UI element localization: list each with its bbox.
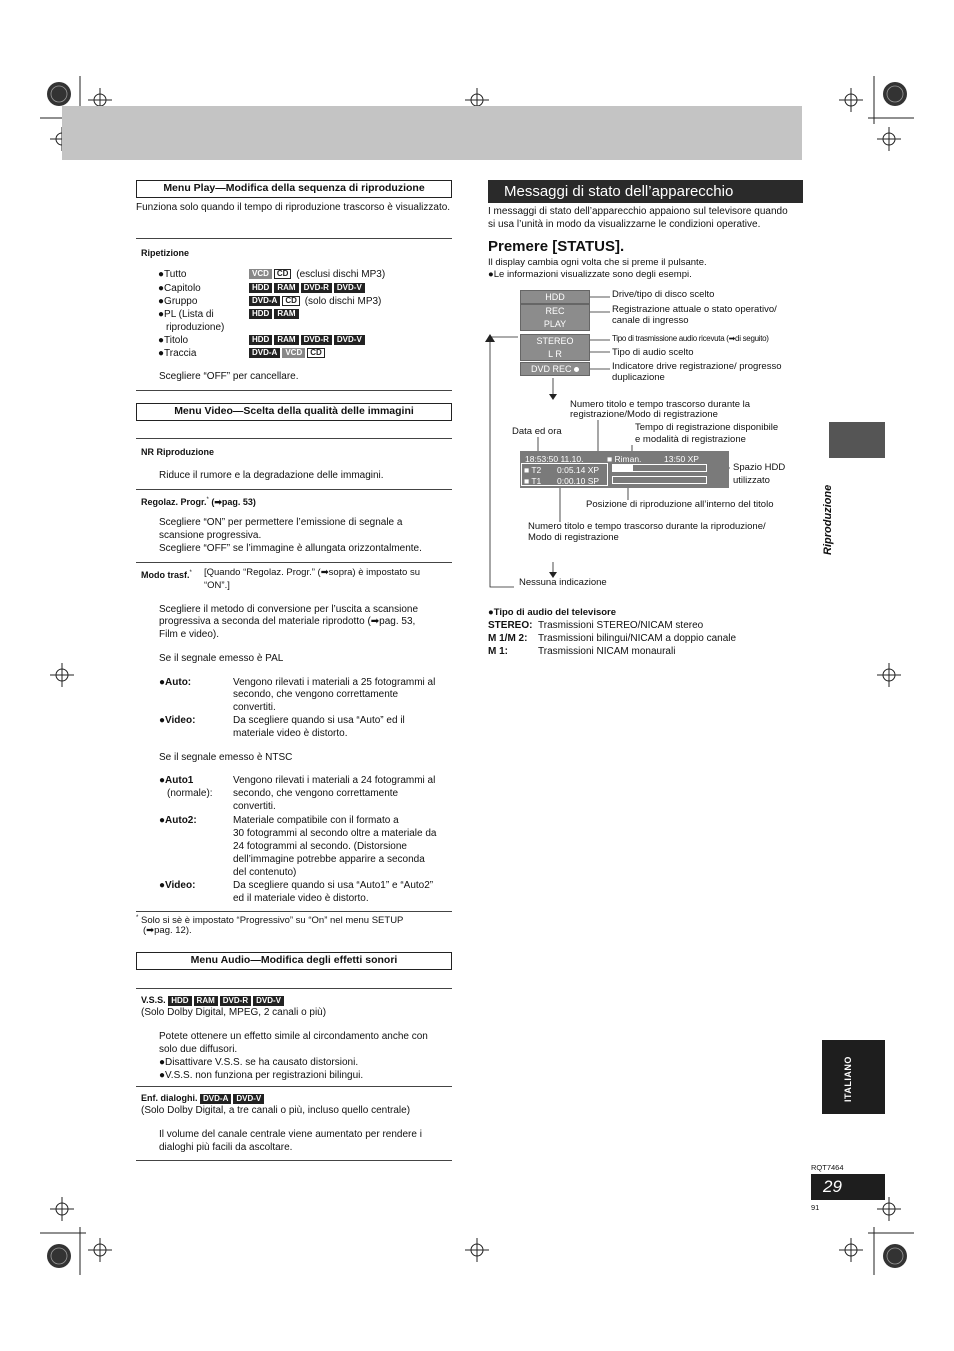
regolaz-line-3: Scegliere “OFF” se l’immagine è allungata orizzontalmente. (159, 543, 422, 554)
rep-off-note: Scegliere “OFF” per cancellare. (159, 371, 299, 382)
vss-line-1: Potete ottenere un effetto simile al circondamento anche con (159, 1031, 428, 1042)
label-tempo-1: Tempo di registrazione disponibile (635, 422, 779, 433)
modo-line-2: progressiva a seconda del materiale riprodotto (➡pag. 53, (159, 616, 416, 627)
modo-heading: Modo trasf.* (141, 570, 192, 580)
rep-item-pl-2: riproduzione) (166, 322, 225, 333)
screen-t2: ■ T2 (524, 465, 542, 475)
auto-line-1: Vengono rilevati i materiali a 25 fotogrammi al (233, 677, 436, 688)
tv-audio-key-stereo: STEREO: (488, 620, 533, 631)
auto2-label: ●Auto2: (159, 815, 197, 826)
vss-sub: (Solo Dolby Digital, MPEG, 2 canali o più) (141, 1007, 327, 1018)
label-tempo-2: e modalità di registrazione (635, 434, 746, 445)
vss-line-4: ●V.S.S. non funziona per registrazioni bilingui. (159, 1070, 364, 1081)
modo-line-1: Scegliere il metodo di conversione per l’uscita a scansione (159, 604, 419, 615)
label-ind-2: duplicazione (612, 372, 665, 383)
label-data-ora: Data ed ora (512, 426, 562, 437)
label-tipo-audio: Tipo di audio scelto (612, 347, 694, 358)
label-posizione: Posizione di riproduzione all’interno del titolo (586, 499, 774, 510)
disc-tags-tutto: VCD CD (esclusi dischi MP3) (249, 269, 385, 282)
screen-riman-time: 13:50 XP (664, 454, 699, 464)
display-play: PLAY (543, 319, 567, 329)
footnote-line-1: * Solo si sè è impostato “Progressivo” su “On” nel menu SETUP (136, 915, 404, 927)
disc-tags-capitolo: HDD RAM DVD-R DVD-V (249, 283, 367, 296)
regolaz-line-1: Scegliere “ON” per permettere l’emissione di segnale a (159, 517, 403, 528)
label-tipo-tx: Tipo di trasmissione audio ricevuta (➡di seguito) (612, 334, 769, 343)
play-menu-title: Menu Play—Modifica della sequenza di riproduzione (136, 180, 452, 198)
auto-label: ●Auto: (159, 677, 192, 688)
page-number: 29 (811, 1174, 885, 1200)
auto2-line-4: dell’immagine potrebbe apparire a seconda (233, 854, 425, 865)
rep-item-titolo: ●Titolo (158, 335, 189, 346)
disc-tags-pl: HDD RAM (249, 309, 301, 322)
video2-line-1: Da scegliere quando si usa “Auto1” e “Auto2” (233, 880, 434, 891)
hdd-usage-fill (613, 465, 633, 471)
disc-tags-titolo: HDD RAM DVD-R DVD-V (249, 335, 367, 348)
small-page-number: 91 (811, 1203, 820, 1212)
intro-line-1: I messaggi di stato dell’apparecchio appaiono sul televisore quando (488, 206, 788, 217)
label-nessuna: Nessuna indicazione (519, 577, 607, 588)
label-spazio-1: Spazio HDD (733, 462, 786, 473)
rep-item-tutto: ●Tutto (158, 269, 187, 280)
disc-tags-traccia: DVD-A VCD CD (249, 348, 327, 361)
nr-heading: NR Riproduzione (141, 447, 214, 457)
auto2-line-3: 24 fotogrammi al secondo. (Distorsione (233, 841, 407, 852)
vss-line-3: ●Disattivare V.S.S. se ha causato distorsioni. (159, 1057, 359, 1068)
pal-heading: Se il segnale emesso è PAL (159, 653, 284, 664)
vss-heading: V.S.S. HDD RAM DVD-R DVD-V (141, 994, 286, 1007)
side-label-riproduzione: Riproduzione (822, 484, 834, 555)
video-line-2: materiale video è distorto. (233, 728, 348, 739)
model-code: RQT7464 (811, 1163, 844, 1172)
tv-audio-key-m1m2: M 1/M 2: (488, 633, 528, 644)
modo-condition-2: “ON”.] (204, 580, 230, 591)
language-tab (822, 1040, 885, 1114)
display-hdd: HDD (520, 290, 590, 304)
enf-line-2: dialoghi più facili da ascoltare. (159, 1142, 293, 1153)
rep-item-capitolo: ●Capitolo (158, 283, 201, 294)
tv-audio-val-stereo: Trasmissioni STEREO/NICAM stereo (538, 620, 704, 631)
language-label: ITALIANO (843, 1056, 853, 1102)
disc-tags-gruppo: DVD-A CD (solo dischi MP3) (249, 296, 381, 309)
display-lr: L R (548, 349, 562, 359)
auto1-line-3: convertiti. (233, 801, 276, 812)
video-menu-title: Menu Video—Scelta della qualità delle immagini (136, 403, 452, 421)
status-line-2: ●Le informazioni visualizzate sono degli esempi. (488, 269, 692, 280)
screen-datetime: 18:53:50 11.10. (525, 454, 584, 464)
side-tab-gray (829, 422, 885, 458)
section-title: Messaggi di stato dell’apparecchio (488, 180, 803, 203)
rep-item-gruppo: ●Gruppo (158, 296, 198, 307)
ripetizione-heading: Ripetizione (141, 248, 190, 258)
auto2-line-5: del contenuto) (233, 867, 297, 878)
nr-text: Riduce il rumore e la degradazione delle immagini. (159, 470, 384, 481)
screen-t1: ■ T1 (524, 476, 542, 486)
auto1-label: ●Auto1 (159, 775, 194, 786)
auto1-line-2: secondo, che vengono correttamente (233, 788, 399, 799)
label-reg-1: Registrazione attuale o stato operativo/ (612, 304, 777, 315)
screen-t1-time: 0:00.10 SP (557, 476, 600, 486)
auto-line-2: secondo, che vengono correttamente (233, 689, 399, 700)
enf-line-1: Il volume del canale centrale viene aumentato per rendere i (159, 1129, 422, 1140)
modo-line-3: Film e video). (159, 629, 220, 640)
display-dvdrec: DVD REC (520, 362, 590, 376)
regolaz-line-2: scansione progressiva. (159, 530, 262, 541)
rep-item-pl: ●PL (Lista di (158, 309, 214, 320)
auto2-line-1: Materiale compatibile con il formato a (233, 815, 399, 826)
auto2-line-2: 30 fotogrammi al secondo oltre a materiale da (233, 828, 437, 839)
video2-line-2: ed il materiale video è distorto. (233, 893, 369, 904)
intro-line-2: si usa l’unità in modo da visualizzarne le condizioni operative. (488, 219, 761, 230)
status-line-1: Il display cambia ogni volta che si preme il pulsante. (488, 257, 707, 268)
vss-line-2: solo due diffusori. (159, 1044, 238, 1055)
play-note: Funziona solo quando il tempo di riproduzione trascorso è visualizzato. (136, 202, 451, 213)
rep-item-traccia: ●Traccia (158, 348, 197, 359)
display-rec: REC (545, 306, 565, 316)
label-ind-1: Indicatore drive registrazione/ progresso (612, 361, 782, 372)
modo-condition-1: [Quando “Regolaz. Progr.” (➡sopra) è impostato su (204, 567, 421, 578)
video-line-1: Da scegliere quando si usa “Auto” ed il (233, 715, 405, 726)
tv-audio-heading: ●Tipo di audio del televisore (488, 607, 617, 618)
display-stereo: STEREO (536, 336, 574, 346)
screen-riman: ■ Riman. (607, 454, 642, 464)
tv-audio-val-m1: Trasmissioni NICAM monaurali (538, 646, 676, 657)
auto-line-3: convertiti. (233, 702, 276, 713)
footnote-line-2: (➡pag. 12). (143, 925, 192, 936)
ntsc-heading: Se il segnale emesso è NTSC (159, 752, 293, 763)
auto1-line-1: Vengono rilevati i materiali a 24 fotogrammi al (233, 775, 436, 786)
enf-sub: (Solo Dolby Digital, a tre canali o più, incluso quello centrale) (141, 1105, 411, 1116)
label-num2-b: Modo di registrazione (528, 532, 619, 543)
play-position-bar (612, 476, 707, 484)
screen-t2-time: 0:05.14 XP (557, 465, 600, 475)
label-num1-a: Numero titolo e tempo trascorso durante la (570, 399, 751, 410)
auto1-label-2: (normale): (167, 788, 213, 799)
label-num1-b: registrazione/Modo di registrazione (570, 409, 718, 420)
hdd-usage-bar (612, 464, 707, 472)
tv-audio-key-m1: M 1: (488, 646, 508, 657)
label-num2-a: Numero titolo e tempo trascorso durante la riproduzione/ (528, 521, 766, 532)
label-reg-2: canale di ingresso (612, 315, 689, 326)
label-spazio-2: utilizzato (733, 475, 770, 486)
enf-heading: Enf. dialoghi. DVD-A DVD-V (141, 1092, 266, 1105)
audio-menu-title: Menu Audio—Modifica degli effetti sonori (136, 952, 452, 970)
video2-label: ●Video: (159, 880, 196, 891)
regolaz-heading: Regolaz. Progr.* (➡pag. 53) (141, 497, 256, 507)
status-heading: Premere [STATUS]. (488, 238, 625, 255)
video-label: ●Video: (159, 715, 196, 726)
label-drive: Drive/tipo di disco scelto (612, 289, 715, 300)
tv-audio-val-m1m2: Trasmissioni bilingui/NICAM a doppio canale (538, 633, 737, 644)
tv-status-screen (520, 451, 729, 488)
